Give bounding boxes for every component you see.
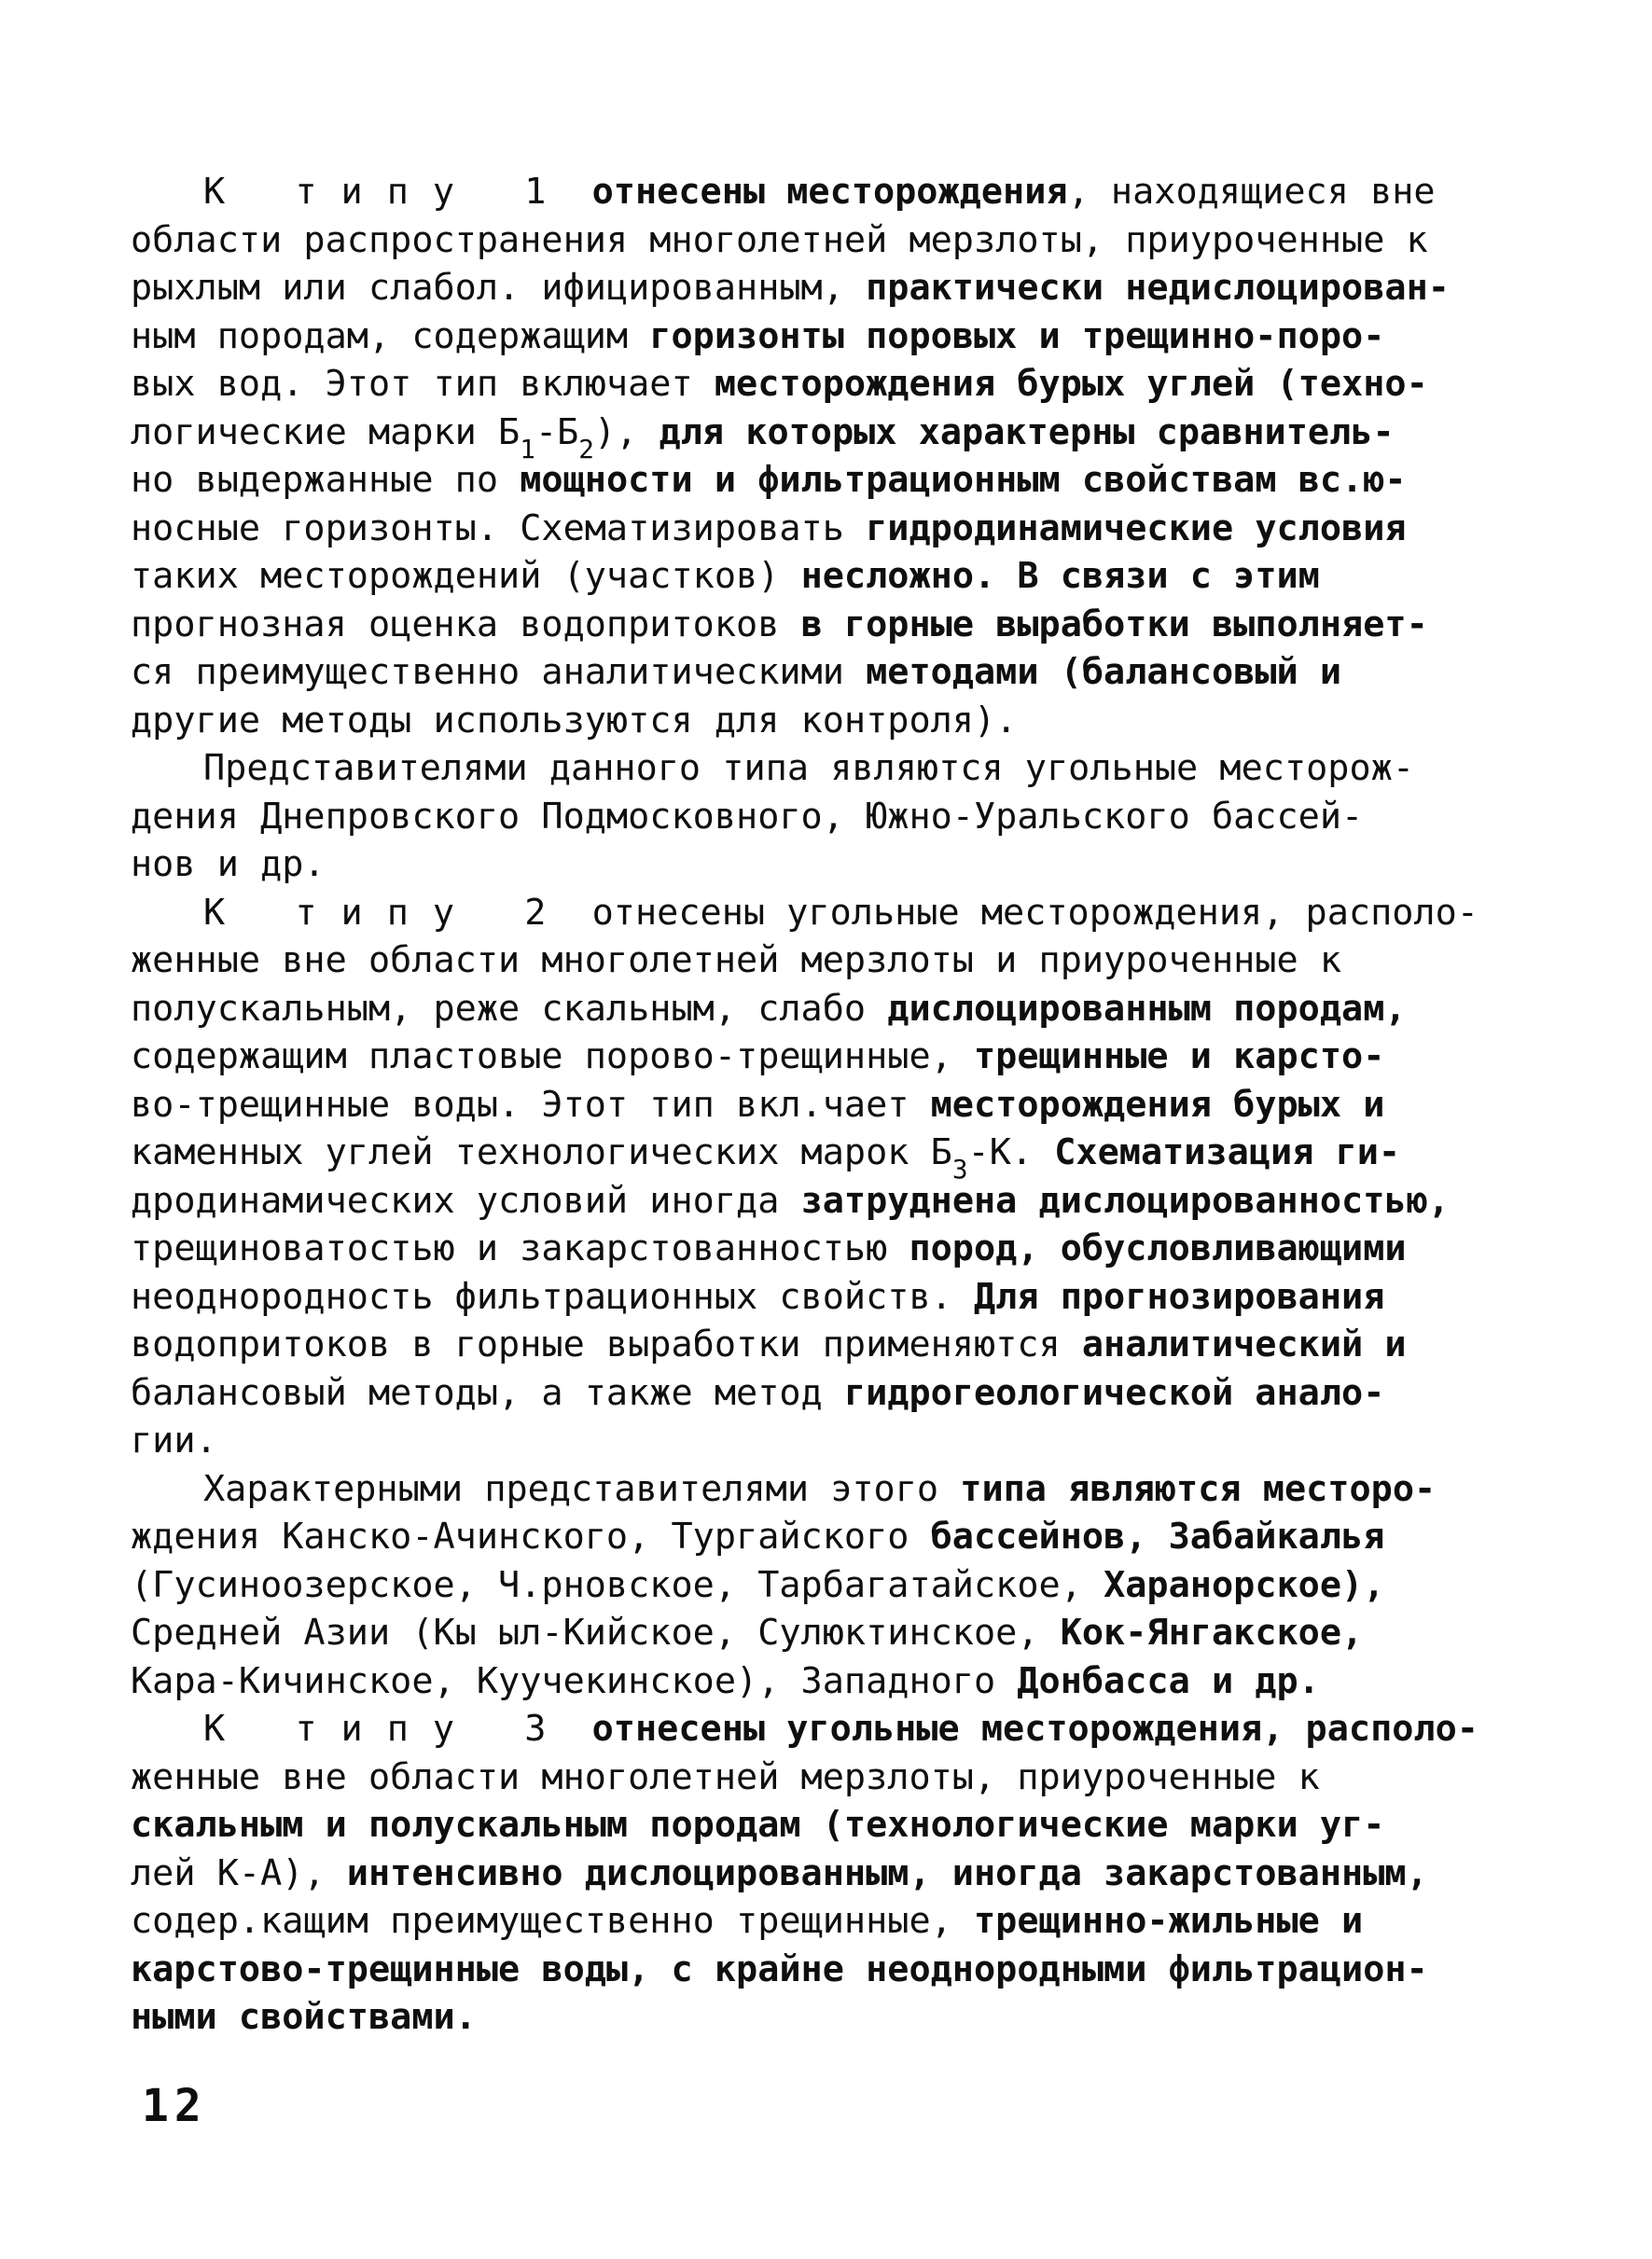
text-run: для которых характерны сравнитель-: [659, 410, 1395, 453]
paragraph: [131, 889, 1530, 1465]
text-line: [131, 1273, 1530, 1322]
text-run: -Б: [534, 410, 579, 453]
text-run: Представителями данного типа являются угольные месторож-: [203, 747, 1415, 789]
text-run: балансовый методы, а также метод: [131, 1371, 844, 1414]
text-line: [131, 1032, 1530, 1081]
text-run: К типу 3: [203, 1708, 571, 1750]
page-number: 12: [142, 2080, 207, 2132]
text-run: в горные выработки выполняет-: [800, 603, 1428, 645]
text-run: карстово-трещинные воды, с крайне неоднородными фильтрацион-: [131, 1947, 1428, 1990]
text-run: трещинно-жильные и: [973, 1900, 1364, 1942]
text-run: ),: [594, 410, 659, 453]
text-run: отнесены угольные месторождения, располо-: [591, 891, 1478, 934]
text-run: [570, 171, 591, 213]
text-run: вых вод. Этот тип включает: [131, 363, 715, 405]
text-line: [131, 889, 1530, 937]
text-run: бассейнов, Забайкалья: [930, 1516, 1385, 1558]
text-run: во-трещинные воды. Этот тип вкл.чает: [131, 1083, 931, 1126]
text-line: [131, 1321, 1530, 1369]
text-run: каменных углей технологических марок Б: [131, 1131, 952, 1173]
text-run: Для прогнозирования: [973, 1275, 1385, 1318]
subscript: 3: [951, 1154, 968, 1185]
text-line: [131, 456, 1530, 505]
text-run: отнесены угольные месторождения, располо-: [591, 1708, 1478, 1750]
paragraph: [131, 1465, 1530, 1706]
text-line: [131, 552, 1530, 601]
page-body-text: [131, 168, 1530, 2042]
text-run: практически недислоцирован-: [866, 267, 1450, 309]
text-run: методами (балансовый и: [866, 651, 1342, 693]
text-line: [131, 505, 1530, 553]
text-run: содер.кащим преимущественно трещинные,: [131, 1900, 974, 1942]
text-run: Кок-Янгакское,: [1060, 1612, 1364, 1654]
text-run: типа являются месторо-: [960, 1467, 1437, 1510]
text-line: [131, 1705, 1530, 1753]
text-run: Характерными представителями этого: [203, 1467, 961, 1510]
text-run: затруднена дислоцированностью,: [800, 1179, 1450, 1222]
text-run: Донбасса и др.: [1017, 1659, 1320, 1702]
text-line: [131, 1513, 1530, 1561]
text-run: дродинамических условий иногда: [131, 1179, 801, 1222]
text-run: Кара-Кичинское, Куучекинское), Западного: [131, 1659, 1018, 1702]
text-run: несложно. В связи с этим: [800, 555, 1320, 597]
text-run: отнесены месторождения: [591, 171, 1068, 213]
text-line: [131, 840, 1530, 889]
text-run: интенсивно дислоцированным, иногда закарстованным,: [346, 1851, 1428, 1894]
text-run: Харанорское),: [1104, 1563, 1385, 1606]
text-run: горизонты поровых и трещинно-поро-: [649, 314, 1385, 357]
text-run: скальным и полускальным породам (технологические марки уг-: [131, 1804, 1385, 1846]
text-run: области распространения многолетней мерзлоты, приуроченные к: [131, 218, 1428, 261]
text-run: месторождения бурых и: [930, 1083, 1385, 1126]
text-run: мощности и фильтрационным свойствам вс.ю-: [520, 459, 1407, 501]
text-line: [131, 697, 1530, 745]
text-line: [131, 312, 1530, 361]
text-run: таких месторождений (участков): [131, 555, 801, 597]
text-line: [131, 1657, 1530, 1706]
text-run: неоднородность фильтрационных свойств.: [131, 1275, 974, 1318]
text-run: полускальным, реже скальным, слабо: [131, 987, 888, 1030]
text-run: К типу 1: [203, 171, 571, 213]
text-line: [131, 168, 1530, 216]
text-run: К типу 2: [203, 891, 571, 934]
subscript: 2: [578, 433, 594, 464]
text-run: женные вне области многолетней мерзлоты и приуроченные к: [131, 939, 1342, 981]
text-run: лей К-А),: [131, 1851, 347, 1894]
text-line: [131, 1561, 1530, 1610]
text-run: другие методы используются для контроля).: [131, 699, 1018, 741]
text-line: [131, 985, 1530, 1033]
text-line: [131, 264, 1530, 312]
text-run: Схематизация ги-: [1054, 1131, 1401, 1173]
text-line: [131, 1993, 1530, 2042]
text-run: нов и др.: [131, 843, 326, 885]
text-line: [131, 744, 1530, 793]
text-run: женные вне области многолетней мерзлоты, приуроченные к: [131, 1755, 1320, 1798]
text-line: [131, 360, 1530, 409]
text-run: Средней Азии (Кы ыл-Кийское, Сулюктинское,: [131, 1612, 1061, 1654]
text-line: [131, 1801, 1530, 1850]
text-line: [131, 648, 1530, 697]
paragraph: [131, 744, 1530, 889]
text-run: прогнозная оценка водопритоков: [131, 603, 801, 645]
text-run: содержащим пластовые порово-трещинные,: [131, 1035, 974, 1077]
text-line: [131, 601, 1530, 649]
text-line: [131, 1465, 1530, 1514]
text-run: логические марки Б: [131, 410, 521, 453]
text-run: , находящиеся вне: [1067, 171, 1436, 213]
text-run: водопритоков в горные выработки применяются: [131, 1324, 1082, 1365]
text-run: гидрогеологической анало-: [843, 1371, 1385, 1414]
text-line: [131, 793, 1530, 841]
text-run: ждения Канско-Ачинского, Тургайского: [131, 1516, 931, 1558]
text-line: [131, 1177, 1530, 1226]
text-run: дислоцированным породам,: [887, 987, 1407, 1030]
text-line: [131, 936, 1530, 985]
text-run: аналитический и: [1081, 1324, 1407, 1365]
text-run: трещинные и карсто-: [973, 1035, 1385, 1077]
text-line: [131, 1225, 1530, 1273]
text-line: [131, 409, 1530, 464]
text-line: [131, 1753, 1530, 1802]
text-run: ным породам, содержащим: [131, 314, 650, 357]
text-line: [131, 1897, 1530, 1946]
text-run: ся преимущественно аналитическими: [131, 651, 867, 693]
text-line: [131, 1369, 1530, 1418]
text-run: трещиноватостью и закарстованностью: [131, 1227, 909, 1269]
subscript: 1: [520, 433, 535, 464]
text-run: (Гусиноозерское, Ч.рновское, Тарбагатайское,: [131, 1563, 1104, 1606]
text-run: ными свойствами.: [131, 1996, 477, 2038]
text-run: -К.: [967, 1131, 1055, 1173]
text-line: [131, 1946, 1530, 1994]
text-run: гидродинамические условия: [866, 506, 1407, 549]
text-run: рыхлым или слабол. ифицированным,: [131, 267, 867, 309]
text-line: [131, 1850, 1530, 1898]
text-line: [131, 1129, 1530, 1185]
paragraph: [131, 168, 1530, 744]
text-line: [131, 1417, 1530, 1465]
text-line: [131, 1609, 1530, 1657]
text-line: [131, 216, 1530, 265]
paragraph: [131, 1705, 1530, 2042]
text-line: [131, 1081, 1530, 1130]
text-run: но выдержанные по: [131, 459, 521, 501]
text-run: дения Днепровского Подмосковного, Южно-Уральского бассей-: [131, 795, 1364, 838]
text-run: пород, обусловливающими: [909, 1227, 1407, 1269]
text-run: гии.: [131, 1420, 217, 1462]
text-run: [570, 1708, 591, 1750]
text-run: [570, 892, 591, 934]
text-run: месторождения бурых углей (техно-: [714, 363, 1428, 405]
text-run: носные горизонты. Схематизировать: [131, 506, 867, 549]
